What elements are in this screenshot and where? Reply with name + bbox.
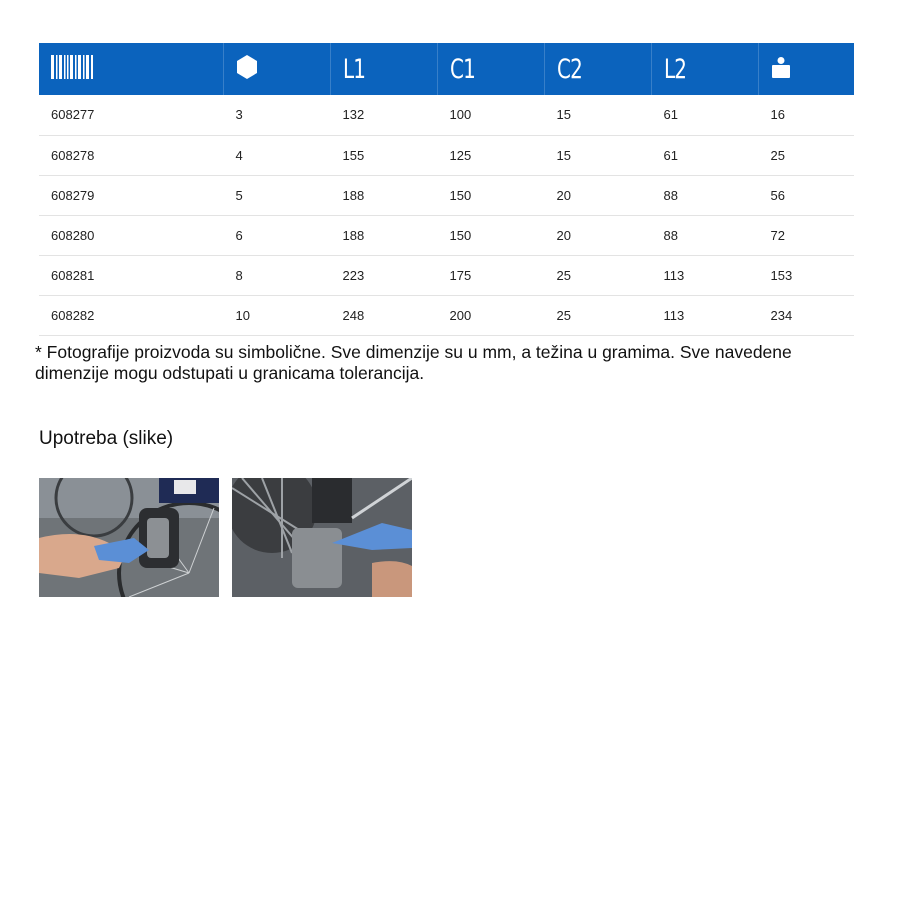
table-cell: 608277 [51, 107, 95, 123]
header-c1: C1 [438, 43, 545, 95]
table-cell: 125 [449, 147, 472, 163]
header-weight [759, 43, 855, 95]
table-cell: 200 [449, 307, 472, 323]
table-cell: 88 [663, 227, 678, 243]
table-cell: 113 [663, 267, 685, 283]
table-cell: 56 [770, 187, 785, 203]
table-cell: 25 [770, 147, 785, 163]
table-cell: 88 [663, 187, 678, 203]
table-body [39, 95, 854, 335]
table-row [39, 255, 854, 295]
table-cell: 608282 [51, 307, 95, 323]
table-cell: 608280 [51, 227, 95, 243]
table-cell: 61 [663, 147, 678, 163]
table-cell: 25 [556, 267, 571, 283]
table-cell: 5 [235, 187, 243, 203]
header-hex-size [224, 43, 331, 95]
table-cell: 15 [556, 147, 571, 163]
table-cell: 25 [556, 307, 571, 323]
table-row [39, 95, 854, 135]
table-cell: 100 [449, 107, 472, 123]
table-cell: 61 [663, 107, 678, 123]
table-cell: 248 [342, 307, 365, 323]
table-cell: 155 [342, 147, 365, 163]
table-cell: 234 [770, 307, 793, 323]
header-l2: L2 [652, 43, 759, 95]
footnote: * Fotografije proizvoda su simbolične. Sve dimenzije su u mm, a težina u gramima. Sve navedene dimenzije mogu odstupati u granicama tolerancija. [35, 342, 792, 383]
table-cell: 175 [449, 267, 472, 283]
table-cell: 153 [770, 267, 793, 283]
weight-icon [771, 56, 791, 78]
barcode-icon [51, 55, 93, 79]
header-l1: L1 [331, 43, 438, 95]
table-cell: 15 [556, 107, 571, 123]
table-header-row [39, 43, 854, 95]
table-cell: 8 [235, 267, 243, 283]
table-cell: 188 [342, 187, 365, 203]
usage-photo-2 [232, 478, 412, 597]
table-cell: 16 [770, 107, 785, 123]
spec-table [39, 43, 854, 336]
table-cell: 608279 [51, 187, 95, 203]
table-cell: 20 [556, 187, 571, 203]
hexagon-icon [236, 55, 258, 79]
table-cell: 132 [342, 107, 365, 123]
table-cell: 4 [235, 147, 243, 163]
table-cell: 150 [449, 227, 472, 243]
table-cell: 113 [663, 307, 685, 323]
table-cell: 10 [235, 307, 250, 323]
table-cell: 188 [342, 227, 365, 243]
table-row [39, 295, 854, 335]
table-cell: 223 [342, 267, 365, 283]
usage-photo-1 [39, 478, 219, 597]
section-title: Upotreba (slike) [39, 428, 174, 449]
table-cell: 150 [449, 187, 472, 203]
header-article-number [39, 43, 224, 95]
table-cell: 6 [235, 227, 243, 243]
table-cell: 20 [556, 227, 571, 243]
table-cell: 3 [235, 107, 243, 123]
table-cell: 608278 [51, 147, 95, 163]
table-cell: 608281 [51, 267, 95, 283]
table-row [39, 175, 854, 215]
table-row [39, 135, 854, 175]
header-c2: C2 [545, 43, 652, 95]
spec-table-wrapper [39, 43, 854, 336]
table-cell: 72 [770, 227, 785, 243]
table-row [39, 215, 854, 255]
